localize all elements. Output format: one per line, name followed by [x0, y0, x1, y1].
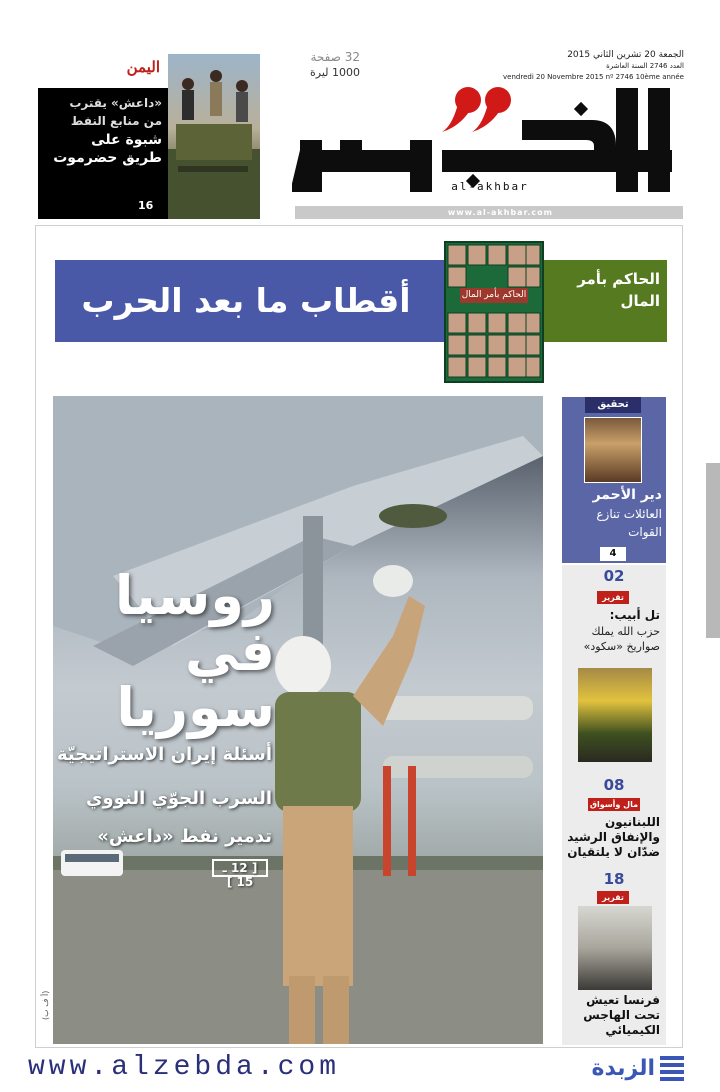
- teaser-1-text[interactable]: حزب الله يملك صواريخ «سكود»: [583, 625, 660, 653]
- hero-subheadline-squadron[interactable]: السرب الجوّي النووي: [86, 788, 272, 809]
- yemen-page-number: 16: [138, 199, 154, 212]
- photo-credit: (أ ف ب): [41, 990, 50, 1020]
- hero-headline-line-3: سوريا: [116, 676, 275, 739]
- magazine-promo-text: الحاكم بأمر المال: [577, 270, 660, 310]
- investigation-tag: تحقيق: [585, 397, 641, 413]
- teaser-3-text[interactable]: فرنسا تعيش تحت الهاجس الكيميائي: [583, 993, 660, 1037]
- teaser-3-page-number: 18: [603, 870, 625, 888]
- yemen-line-2: من منابع النفط: [70, 114, 162, 128]
- magazine-cover[interactable]: [444, 241, 544, 383]
- price: 1000 ليرة: [310, 66, 360, 79]
- scrollbar-thumb[interactable]: [706, 463, 720, 638]
- yemen-line-1: «داعش» يقترب: [69, 96, 162, 110]
- alzebda-logo-text: الزبدة: [591, 1056, 655, 1081]
- church-photo: [584, 417, 642, 483]
- teaser-3-tag: تقرير: [597, 891, 629, 904]
- logo-latin-text: al-akhbar: [451, 180, 529, 193]
- paris-officials-photo: [578, 906, 652, 990]
- hero-pages-reference: [ 12 ـ 15 ]: [212, 859, 268, 877]
- teaser-2-text[interactable]: اللبنانيون والإنفاق الرشيد ضدّان لا يلتقيان: [567, 815, 660, 859]
- hero-headline-line-1: روسيا: [114, 564, 275, 627]
- banner-title: أقطاب ما بعد الحرب: [81, 281, 411, 320]
- issue-arabic: العدد 2746 السنة العاشرة: [606, 62, 684, 70]
- hero-headline-line-2: في: [185, 620, 275, 683]
- investigation-page-number: 4: [600, 547, 626, 561]
- investigation-text: العائلات تنازع القوات: [596, 507, 662, 539]
- teaser-1-tag: تقرير: [597, 591, 629, 604]
- hero-subheadline-iran[interactable]: أسئلة إيران الاستراتيجيّة: [56, 744, 272, 765]
- dateline: [500, 50, 684, 83]
- magazine-label: الحاكم بأمر المال: [460, 288, 528, 303]
- teaser-2-page-number: 08: [603, 776, 625, 794]
- url-bar: [295, 206, 683, 219]
- hezbollah-flags-photo: [578, 668, 652, 762]
- teaser-1-headline[interactable]: تل أبيب:: [609, 608, 660, 622]
- alzebda-logo-icon: [660, 1056, 684, 1082]
- teaser-1-page-number: 02: [603, 567, 625, 585]
- yemen-line-3: شبوة على: [91, 132, 162, 148]
- hero-subheadline-oil[interactable]: تدمير نفط «داعش»: [97, 826, 272, 847]
- hero-headline: [114, 564, 275, 739]
- yemen-line-4: طريق حضرموت: [53, 150, 162, 166]
- yemen-section-tag: اليمن: [126, 58, 160, 76]
- investigation-headline: دير الأحمر: [592, 487, 662, 503]
- page-count: 32 صفحة: [310, 50, 360, 64]
- footer-website-url[interactable]: www.alzebda.com: [28, 1052, 341, 1083]
- website-url[interactable]: www.al-akhbar.com: [447, 208, 553, 217]
- yemen-photo: [168, 54, 260, 219]
- date-arabic: الجمعة 20 تشرين الثاني 2015: [567, 50, 684, 60]
- teaser-2-tag: مال وأسواق: [589, 800, 639, 809]
- date-french: vendredi 20 Novembre 2015 nº 2746 10ème année: [503, 73, 684, 81]
